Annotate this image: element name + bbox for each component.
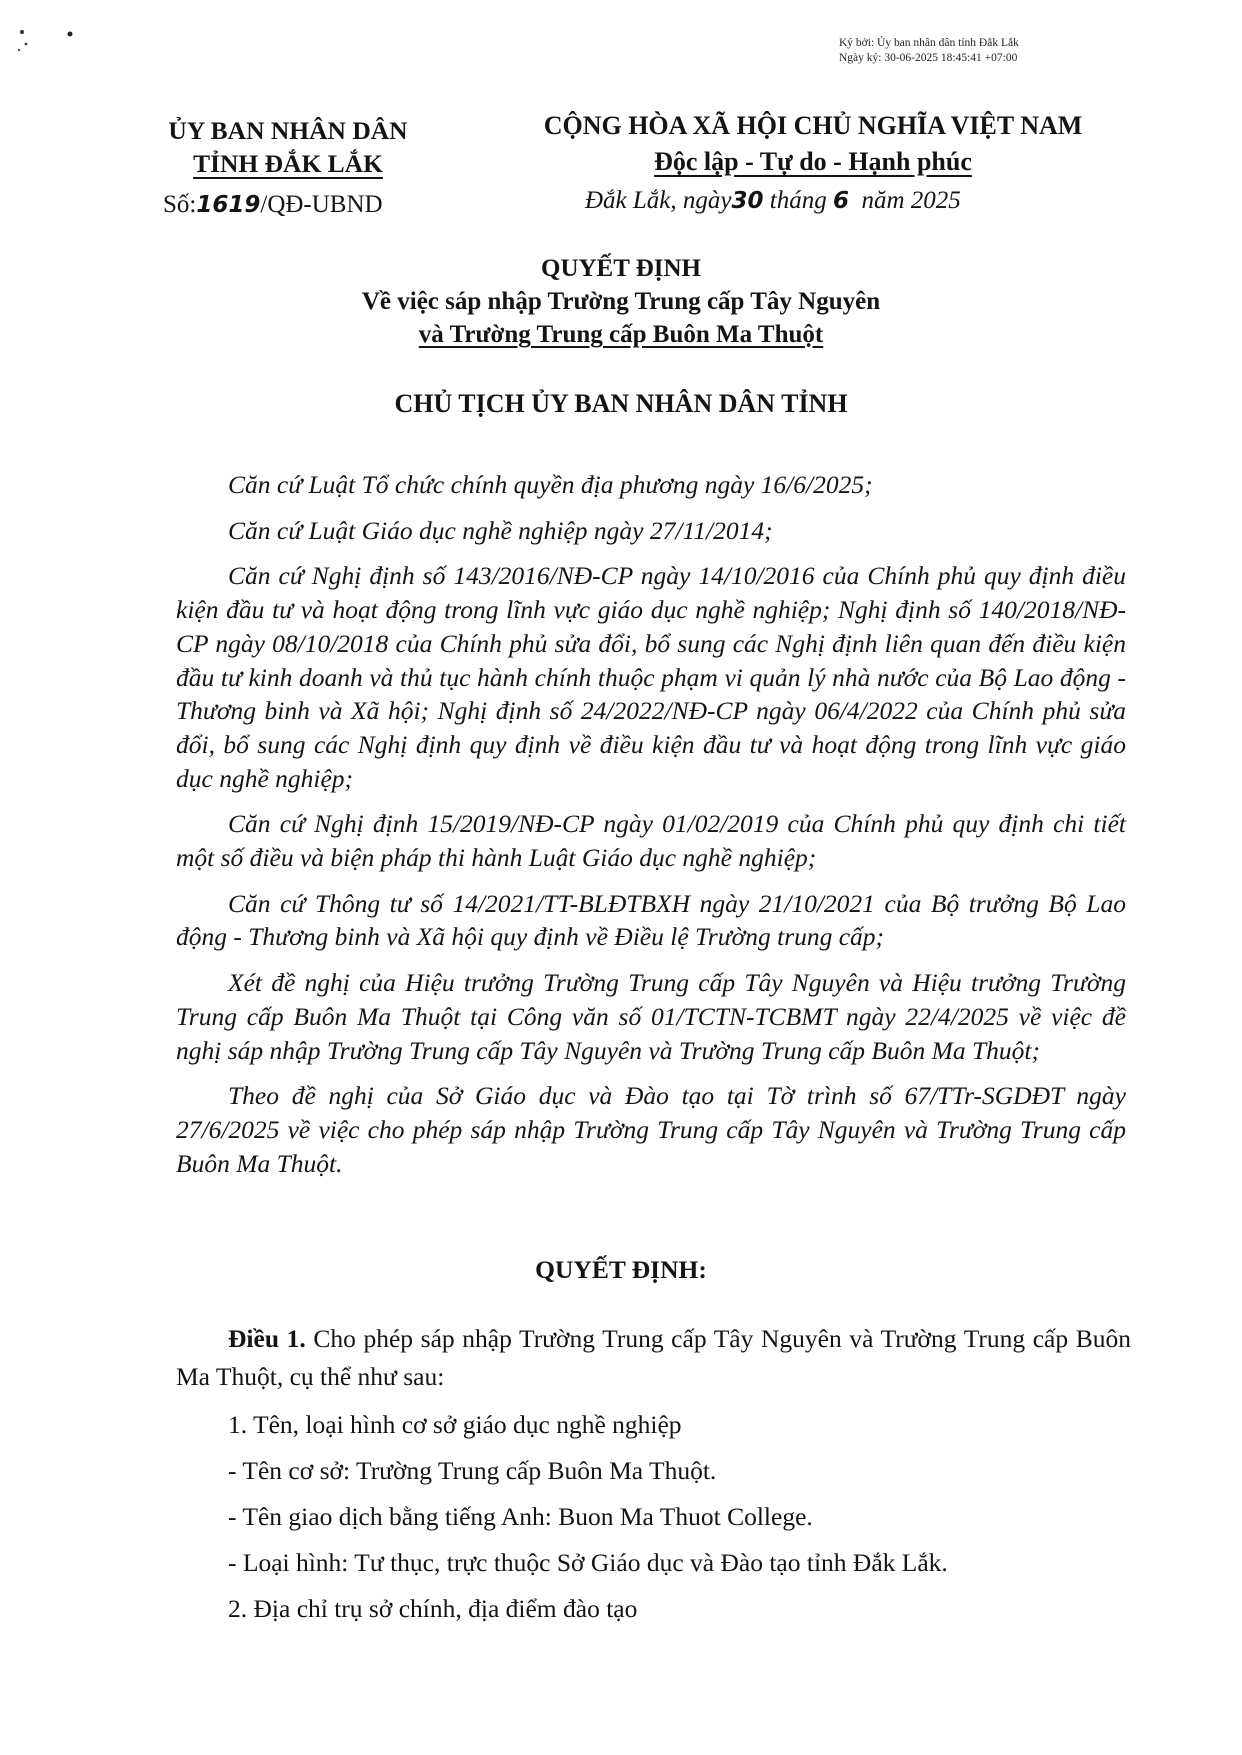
legal-basis-5: Căn cứ Thông tư số 14/2021/TT-BLĐTBXH ngày 21/10/2021 của Bộ trưởng Bộ Lao động - Thương binh và Xã hội quy định về Điều lệ Trường trung cấp; <box>176 888 1126 952</box>
document-number-prefix: Số: <box>163 191 197 218</box>
month-label: tháng <box>769 187 827 214</box>
issuing-agency <box>138 114 438 180</box>
signed-by: Ký bởi: Ủy ban nhân dân tỉnh Đắk Lắk <box>839 37 1019 49</box>
nation-name: CỘNG HÒA XÃ HỘI CHỦ NGHĨA VIỆT NAM <box>543 111 1083 140</box>
legal-basis-4: Căn cứ Nghị định 15/2019/NĐ-CP ngày 01/02/2019 của Chính phủ quy định chi tiết một số điều và biện pháp thi hành Luật Giáo dục nghề nghiệp; <box>176 809 1126 873</box>
document-number-suffix: /QĐ-UBND <box>260 191 383 218</box>
article-item-1: 1. Tên, loại hình cơ sở giáo dục nghề nghiệp <box>228 1410 682 1439</box>
agency-line-1: ỦY BAN NHÂN DÂN <box>168 116 408 145</box>
legal-basis-2: Căn cứ Luật Giáo dục nghề nghiệp ngày 27/11/2014; <box>228 515 773 545</box>
article-item-5: 2. Địa chỉ trụ sở chính, địa điểm đào tạo <box>228 1594 638 1623</box>
place-and-date <box>585 187 961 215</box>
document-title <box>0 252 1242 351</box>
decision-body <box>176 1320 1131 1632</box>
article-1 <box>176 1320 1131 1396</box>
title-subject-line-2: và Trường Trung cấp Buôn Ma Thuột <box>418 321 824 348</box>
article-1-label: Điều 1. <box>228 1324 306 1353</box>
legal-basis-7: Theo đề nghị của Sở Giáo dục và Đào tạo tại Tờ trình số 67/TTr-SGDĐT ngày 27/6/2025 về việc cho phép sáp nhập Trường Trung cấp Tây Nguyên và Trường Trung cấp Buôn Ma Thuột. <box>176 1081 1126 1178</box>
authority-heading: CHỦ TỊCH ỦY BAN NHÂN DÂN TỈNH <box>394 389 848 418</box>
title-subject-line-1: Về việc sáp nhập Trường Trung cấp Tây Nguyên <box>361 288 881 315</box>
digital-signature-stamp <box>839 36 1019 66</box>
place-prefix: Đắk Lắk, ngày <box>585 187 732 214</box>
year-text: năm 2025 <box>861 187 961 214</box>
document-number-handwritten: 1619 <box>196 192 261 218</box>
article-item-2: - Tên cơ sở: Trường Trung cấp Buôn Ma Thuột. <box>228 1456 717 1485</box>
legal-basis-3: Căn cứ Nghị định số 143/2016/NĐ-CP ngày 14/10/2016 của Chính phủ quy định điều kiện đầu tư và hoạt động trong lĩnh vực giáo dục nghề nghiệp; Nghị định số 140/2018/NĐ-CP ngày 08/10/2018 của Chính phủ sửa đổi, bổ sung các Nghị định liên quan đến điều kiện đầu tư kinh doanh và thủ tục hành chính thuộc phạm vi quản lý nhà nước của Bộ Lao động - Thương binh và Xã hội; Nghị định số 24/2022/NĐ-CP ngày 06/4/2022 của Chính phủ sửa đổi, bổ sung các Nghị định quy định về điều kiện đầu tư và hoạt động trong lĩnh vực giáo dục nghề nghiệp; <box>176 561 1126 793</box>
article-item-3: - Tên giao dịch bằng tiếng Anh: Buon Ma Thuot College. <box>228 1502 813 1531</box>
legal-basis-6: Xét đề nghị của Hiệu trưởng Trường Trung cấp Tây Nguyên và Hiệu trưởng Trường Trung cấp Buôn Ma Thuột tại Công văn số 01/TCTN-TCBMT ngày 22/4/2025 về việc đề nghị sáp nhập Trường Trung cấp Tây Nguyên và Trường Trung cấp Buôn Ma Thuột; <box>176 968 1126 1065</box>
signed-date: Ngày ký: 30-06-2025 18:45:41 +07:00 <box>839 52 1018 64</box>
legal-basis-1: Căn cứ Luật Tổ chức chính quyền địa phương ngày 16/6/2025; <box>228 470 873 499</box>
scan-specks <box>16 28 86 58</box>
article-1-text: Cho phép sáp nhập Trường Trung cấp Tây Nguyên và Trường Trung cấp Buôn Ma Thuột, cụ thể như sau: <box>176 1324 1132 1391</box>
decision-heading: QUYẾT ĐỊNH: <box>535 1255 707 1284</box>
month-handwritten: 6 <box>832 188 849 214</box>
article-item-4: - Loại hình: Tư thục, trực thuộc Sở Giáo dục và Đào tạo tỉnh Đắk Lắk. <box>228 1548 948 1577</box>
day-handwritten: 30 <box>731 188 764 214</box>
title-heading: QUYẾT ĐỊNH <box>541 255 701 282</box>
national-motto: Độc lập - Tự do - Hạnh phúc <box>654 147 972 176</box>
legal-bases <box>176 468 1126 1180</box>
document-number <box>163 191 383 219</box>
agency-line-2: TỈNH ĐẮK LẮK <box>193 149 383 178</box>
national-header <box>490 108 1136 180</box>
